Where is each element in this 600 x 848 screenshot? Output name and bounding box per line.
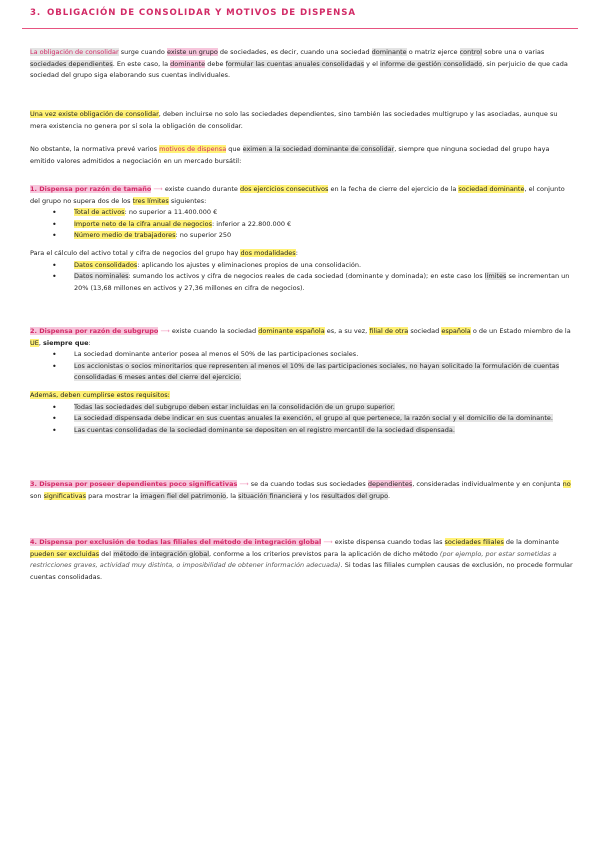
list-item: • La sociedad dispensada debe indicar en sus cuentas anuales la exención, el grupo al que pertenece, la razón social y el domicilio de la dominante.	[74, 413, 575, 425]
paragraph-obligation: La obligación de consolidar surge cuando existe un grupo de sociedades, es decir, cuando una sociedad dominante o matriz ejerce control sobre una o varias sociedades dependientes. En este caso, la dominante debe formular las cuentas anuales consolidadas y el informe de gestión consolidado, sin perjuicio de que cada sociedad del grupo siga elaborando sus cuentas individuales.	[30, 48, 568, 80]
exemption-subgroup-title: 2. Dispensa por razón de subgrupo	[30, 327, 159, 335]
section-heading	[30, 8, 356, 18]
subgroup-conditions-list	[30, 349, 575, 361]
list-item: • Total de activos: no superior a 11.400.000 €	[74, 207, 575, 219]
list-item: • Datos nominales: sumando los activos y cifra de negocios reales de cada sociedad (dominante y dominada); en este caso los límites se incrementan un 20% (13,68 millones en activos y 27,36 millones en cifra de negocios).	[52, 272, 570, 292]
list-item: • Importe neto de la cifra anual de negocios: inferior a 22.800.000 €	[74, 219, 575, 231]
exemption-subgroup: 2. Dispensa por razón de subgrupo ⟶ existe cuando la sociedad dominante española es, a su vez, filial de otra sociedad española o de un Estado miembro de la UE, siempre que: • La sociedad dominante anterior posea al menos el 50% de las participaciones sociales. • Los accionistas o socios minoritarios que representen al menos el 10% de las participaciones sociales, no hayan solicitado la formulación de cuentas consolidadas 6 meses antes del cierre del ejercicio. Además, deben cumplirse estos requisitos: • Todas las sociedades del subgrupo deben estar incluidas en la consolidación de un grupo superior. • La sociedad dispensada debe indicar en sus cuentas anuales la exención, el grupo al que pertenece, la razón social y el domicilio de la dominante. • Las cuentas consolidadas de la sociedad dominante se depositen en el registro mercantil de la sociedad dispensada.	[30, 326, 575, 436]
exemption-exclusion-title: 4. Dispensa por exclusión de todas las filiales del método de integración global	[30, 538, 322, 546]
arrow-icon: ⟶	[323, 538, 333, 546]
heading-divider	[22, 28, 578, 29]
size-limits-list	[30, 207, 575, 242]
list-item: • Los accionistas o socios minoritarios que representen al menos el 10% de las participaciones sociales, no hayan solicitado la formulación de cuentas consolidadas 6 meses antes del cierre del ejercicio.	[52, 361, 560, 382]
arrow-icon: ⟶	[153, 185, 163, 193]
list-item: • Todas las sociedades del subgrupo deben estar incluidas en la consolidación de un grupo superior.	[74, 402, 575, 414]
exemption-size-title: 1. Dispensa por razón de tamaño	[30, 185, 152, 193]
arrow-icon: ⟶	[239, 480, 249, 488]
exemption-exclusion: 4. Dispensa por exclusión de todas las filiales del método de integración global ⟶ existe dispensa cuando todas las sociedades filiales de la dominante pueden ser excluidas del método de integración global, conforme a los criterios previstos para la aplicación de dicho método (por ejemplo, por estar sometidas a restricciones graves, actividad muy distinta, o imposibilidad de obtener información adecuada). Si todas las filiales cumplen causas de exclusión, no procede formular cuentas consolidadas.	[30, 538, 573, 581]
arrow-icon: ⟶	[160, 327, 170, 335]
list-item: • Número medio de trabajadores: no superior 250	[74, 230, 575, 242]
exemption-insignificant-title: 3. Dispensa por poseer dependientes poco significativas	[30, 480, 238, 488]
paragraph-exemptions-intro: No obstante, la normativa prevé varios motivos de dispensa que eximen a la sociedad dominante de consolidar, siempre que ninguna sociedad del grupo haya emitido valores admitidos a negociación en un mercado bursátil:	[30, 145, 550, 165]
section-title: OBLIGACIÓN DE CONSOLIDAR Y MOTIVOS DE DISPENSA	[47, 8, 356, 18]
subgroup-requirements-list	[30, 402, 575, 437]
term-obligation: La obligación de consolidar	[30, 48, 119, 56]
list-item: • Las cuentas consolidadas de la sociedad dominante se depositen en el registro mercantil de la sociedad dispensada.	[74, 425, 575, 437]
section-number: 3.	[30, 8, 42, 18]
paragraph-scope: Una vez existe obligación de consolidar, deben incluirse no solo las sociedades dependientes, sino también las sociedades multigrupo y las asociadas, aunque su mera existencia no genera por sí sola la obligación de consolidar.	[30, 110, 558, 130]
list-item: • La sociedad dominante anterior posea al menos el 50% de las participaciones sociales.	[74, 349, 575, 361]
requirements-label: Además, deben cumplirse estos requisitos:	[30, 390, 170, 399]
calculation-modes-list	[30, 260, 575, 272]
exemption-insignificant: 3. Dispensa por poseer dependientes poco significativas ⟶ se da cuando todas sus sociedades dependientes, consideradas individualmente y en conjunta no son significativas para mostrar la imagen fiel del patrimonio, la situación financiera y los resultados del grupo.	[30, 480, 571, 500]
list-item: • Datos consolidados: aplicando los ajustes y eliminaciones propios de una consolidación.	[74, 260, 575, 272]
exemption-size: 1. Dispensa por razón de tamaño ⟶ existe cuando durante dos ejercicios consecutivos en la fecha de cierre del ejercicio de la sociedad dominante, el conjunto del grupo no supera dos de los tres límites siguientes: • Total de activos: no superior a 11.400.000 € • Importe neto de la cifra anual de negocios: inferior a 22.800.000 € • Número medio de trabajadores: no superior 250 Para el cálculo del activo total y cifra de negocios del grupo hay dos modalidades: • Datos consolidados: aplicando los ajustes y eliminaciones propios de una consolidación. • Datos nominales: sumando los activos y cifra de negocios reales de cada sociedad (dominante y dominada); en este caso los límites se incrementan un 20% (13,68 millones en activos y 27,36 millones en cifra de negocios).	[30, 184, 575, 294]
